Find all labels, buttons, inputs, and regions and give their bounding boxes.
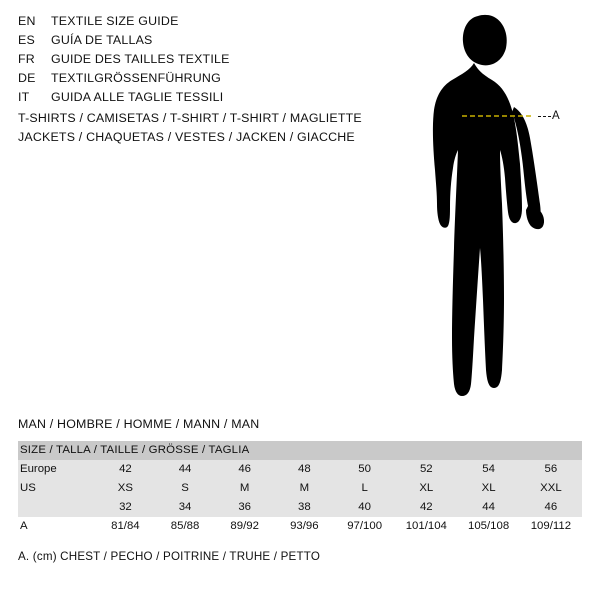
table-cell: 38 bbox=[275, 498, 335, 517]
language-code: IT bbox=[18, 90, 30, 104]
language-row bbox=[18, 52, 398, 71]
table-cell: L bbox=[334, 479, 395, 498]
table-cell: M bbox=[215, 479, 275, 498]
table-row bbox=[18, 460, 582, 479]
language-code: DE bbox=[18, 71, 36, 85]
table-row bbox=[18, 517, 582, 536]
table-cell: 44 bbox=[457, 498, 519, 517]
table-cell: 52 bbox=[395, 460, 457, 479]
row-label bbox=[18, 498, 96, 517]
table-cell: 101/104 bbox=[395, 517, 457, 536]
language-title: TEXTILGRÖSSENFÜHRUNG bbox=[51, 71, 221, 85]
language-code: ES bbox=[18, 33, 35, 47]
table-cell: 32 bbox=[96, 498, 156, 517]
table-cell: 109/112 bbox=[520, 517, 582, 536]
table-cell: XS bbox=[96, 479, 156, 498]
language-title: GUIDE DES TAILLES TEXTILE bbox=[51, 52, 230, 66]
table-header-row bbox=[18, 441, 582, 460]
language-title: GUÍA DE TALLAS bbox=[51, 33, 153, 47]
table-cell: 46 bbox=[215, 460, 275, 479]
table-row bbox=[18, 479, 582, 498]
size-table bbox=[18, 441, 582, 536]
garment-category-list bbox=[18, 111, 362, 149]
table-cell: 89/92 bbox=[215, 517, 275, 536]
table-row bbox=[18, 498, 582, 517]
table-cell: 40 bbox=[334, 498, 395, 517]
garment-category-jackets: JACKETS / CHAQUETAS / VESTES / JACKEN / GIACCHE bbox=[18, 130, 355, 144]
table-cell: 97/100 bbox=[334, 517, 395, 536]
table-cell: 93/96 bbox=[275, 517, 335, 536]
marker-leader-line bbox=[538, 116, 551, 118]
language-list bbox=[18, 14, 398, 109]
language-row bbox=[18, 71, 398, 90]
row-label: A bbox=[18, 517, 96, 536]
table-cell: 46 bbox=[520, 498, 582, 517]
table-header-label: SIZE / TALLA / TAILLE / GRÖSSE / TAGLIA bbox=[18, 441, 582, 460]
language-title: TEXTILE SIZE GUIDE bbox=[51, 14, 179, 28]
table-cell: 44 bbox=[155, 460, 215, 479]
table-cell: 56 bbox=[520, 460, 582, 479]
table-cell: XL bbox=[395, 479, 457, 498]
measurement-footnote: A. (cm) CHEST / PECHO / POITRINE / TRUHE / PETTO bbox=[18, 550, 321, 563]
table-cell: XXL bbox=[520, 479, 582, 498]
table-cell: 34 bbox=[155, 498, 215, 517]
table-cell: 81/84 bbox=[96, 517, 156, 536]
row-label: Europe bbox=[18, 460, 96, 479]
body-figure bbox=[400, 8, 590, 408]
table-cell: 48 bbox=[275, 460, 335, 479]
table-cell: 42 bbox=[96, 460, 156, 479]
marker-label-a: A bbox=[552, 110, 560, 122]
table-cell: 105/108 bbox=[457, 517, 519, 536]
male-silhouette-icon bbox=[400, 8, 590, 408]
language-row bbox=[18, 90, 398, 109]
table-cell: 50 bbox=[334, 460, 395, 479]
table-group-title: MAN / HOMBRE / HOMME / MANN / MAN bbox=[18, 417, 260, 431]
language-code: FR bbox=[18, 52, 35, 66]
garment-category-tshirts: T-SHIRTS / CAMISETAS / T-SHIRT / T-SHIRT / MAGLIETTE bbox=[18, 111, 362, 125]
table-cell: 42 bbox=[395, 498, 457, 517]
table-cell: M bbox=[275, 479, 335, 498]
language-code: EN bbox=[18, 14, 36, 28]
row-label: US bbox=[18, 479, 96, 498]
table-cell: 85/88 bbox=[155, 517, 215, 536]
language-row bbox=[18, 33, 398, 52]
table-cell: 36 bbox=[215, 498, 275, 517]
language-row bbox=[18, 14, 398, 33]
language-title: GUIDA ALLE TAGLIE TESSILI bbox=[51, 90, 224, 104]
table-cell: XL bbox=[457, 479, 519, 498]
table-cell: S bbox=[155, 479, 215, 498]
table-cell: 54 bbox=[457, 460, 519, 479]
